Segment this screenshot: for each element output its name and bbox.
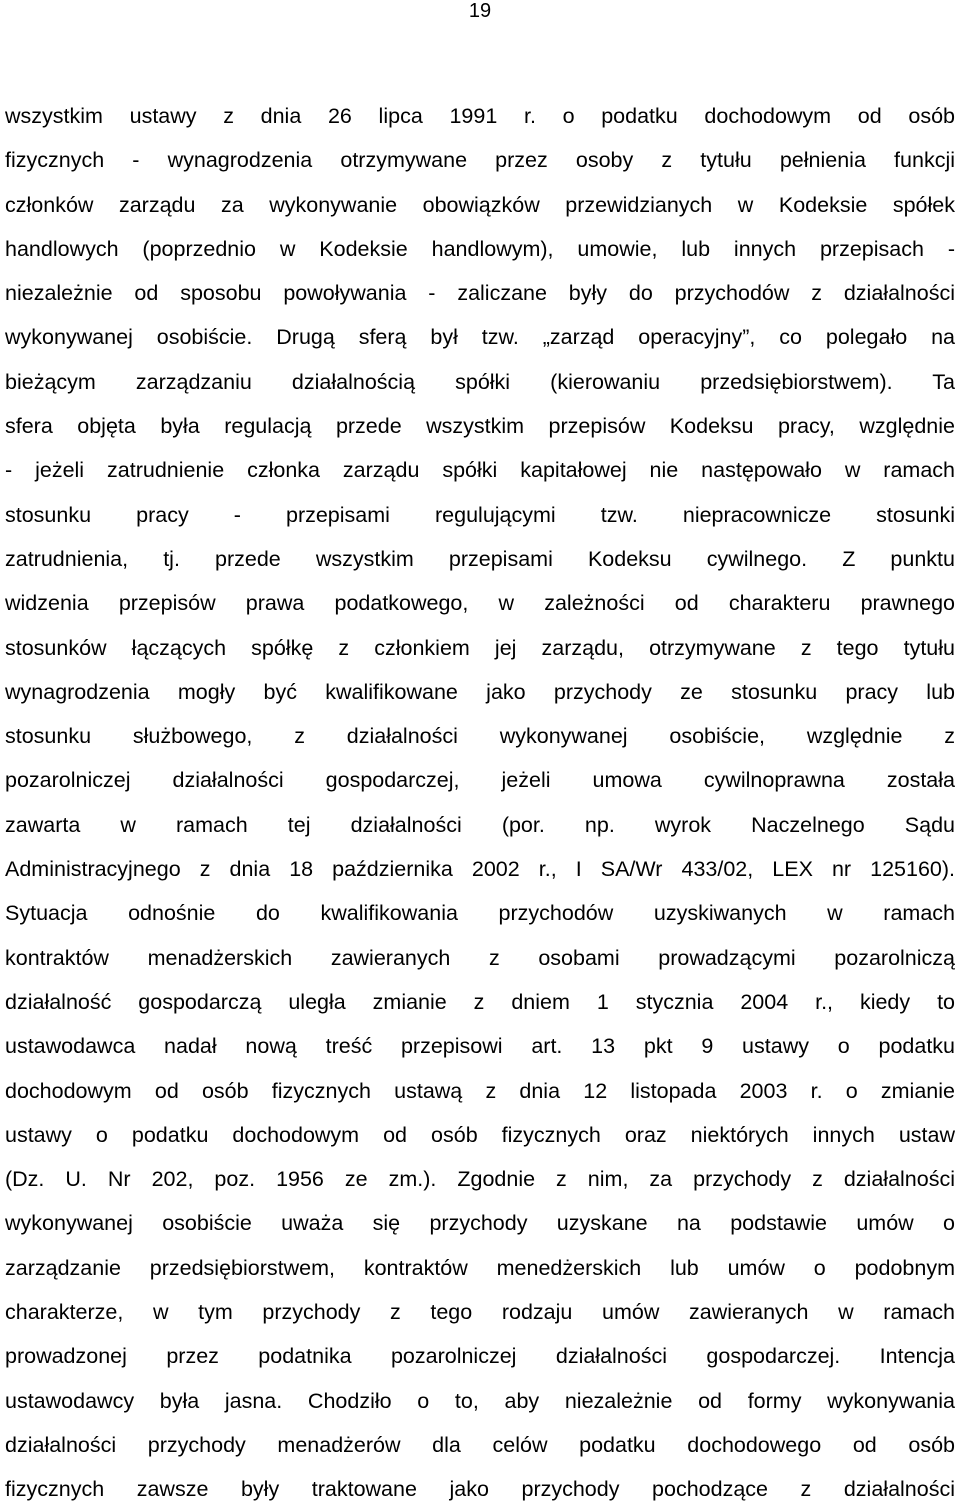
- text-line: ustawy o podatku dochodowym od osób fizycznych oraz niektórych innych ustaw: [5, 1122, 955, 1147]
- text-line: charakterze, w tym przychody z tego rodzaju umów zawieranych w ramach: [5, 1300, 955, 1325]
- text-line: niezależnie od sposobu powoływania - zaliczane były do przychodów z działalności: [5, 281, 955, 306]
- text-line: kontraktów menadżerskich zawieranych z osobami prowadzącymi pozarolniczą: [5, 945, 955, 970]
- text-line: widzenia przepisów prawa podatkowego, w zależności od charakteru prawnego: [5, 591, 955, 616]
- text-line: wykonywanej osobiście uważa się przychody uzyskane na podstawie umów o: [5, 1211, 955, 1236]
- text-line: - jeżeli zatrudnienie członka zarządu spółki kapitałowej nie następowało w ramach: [5, 458, 955, 483]
- text-line: sfera objęta była regulacją przede wszystkim przepisów Kodeksu pracy, względnie: [5, 414, 955, 439]
- text-line: pozarolniczej działalności gospodarczej, jeżeli umowa cywilnoprawna została: [5, 768, 955, 793]
- text-line: stosunków łączących spółkę z członkiem jej zarządu, otrzymywane z tego tytułu: [5, 635, 955, 660]
- text-line: fizycznych - wynagrodzenia otrzymywane przez osoby z tytułu pełnienia funkcji: [5, 148, 955, 173]
- text-line: stosunku służbowego, z działalności wykonywanej osobiście, względnie z: [5, 724, 955, 749]
- document-body: [5, 94, 955, 1512]
- text-line: członków zarządu za wykonywanie obowiązków przewidzianych w Kodeksie spółek: [5, 192, 955, 217]
- text-line: ustawodawca nadał nową treść przepisowi art. 13 pkt 9 ustawy o podatku: [5, 1034, 955, 1059]
- text-line: dochodowym od osób fizycznych ustawą z dnia 12 listopada 2003 r. o zmianie: [5, 1078, 955, 1103]
- text-line: prowadzonej przez podatnika pozarolniczej działalności gospodarczej. Intencja: [5, 1344, 955, 1369]
- text-line: stosunku pracy - przepisami regulującymi tzw. niepracownicze stosunki: [5, 502, 955, 527]
- text-line: zarządzanie przedsiębiorstwem, kontraktów menedżerskich lub umów o podobnym: [5, 1255, 955, 1280]
- text-line: bieżącym zarządzaniu działalnością spółki (kierowaniu przedsiębiorstwem). Ta: [5, 369, 955, 394]
- text-line: wszystkim ustawy z dnia 26 lipca 1991 r. o podatku dochodowym od osób: [5, 104, 955, 128]
- text-line: (Dz. U. Nr 202, poz. 1956 ze zm.). Zgodnie z nim, za przychody z działalności: [5, 1167, 955, 1192]
- text-line: działalności przychody menadżerów dla celów podatku dochodowego od osób: [5, 1432, 955, 1457]
- text-line: handlowych (poprzednio w Kodeksie handlowym), umowie, lub innych przepisach -: [5, 236, 955, 261]
- text-line: wykonywanej osobiście. Drugą sferą był tzw. „zarząd operacyjny”, co polegało na: [5, 325, 955, 350]
- text-line: zatrudnienia, tj. przede wszystkim przepisami Kodeksu cywilnego. Z punktu: [5, 546, 955, 571]
- page-number: 19: [468, 0, 492, 22]
- text-line: Administracyjnego z dnia 18 października 2002 r., I SA/Wr 433/02, LEX nr 125160).: [5, 857, 955, 882]
- text-line: zawarta w ramach tej działalności (por. np. wyrok Naczelnego Sądu: [5, 812, 955, 837]
- text-line: działalność gospodarczą uległa zmianie z dniem 1 stycznia 2004 r., kiedy to: [5, 989, 955, 1014]
- text-line: ustawodawcy była jasna. Chodziło o to, aby niezależnie od formy wykonywania: [5, 1388, 955, 1413]
- text-line: fizycznych zawsze były traktowane jako przychody pochodzące z działalności: [5, 1477, 955, 1502]
- text-line: Sytuacja odnośnie do kwalifikowania przychodów uzyskiwanych w ramach: [5, 901, 955, 926]
- text-line: wynagrodzenia mogły być kwalifikowane jako przychody ze stosunku pracy lub: [5, 679, 955, 704]
